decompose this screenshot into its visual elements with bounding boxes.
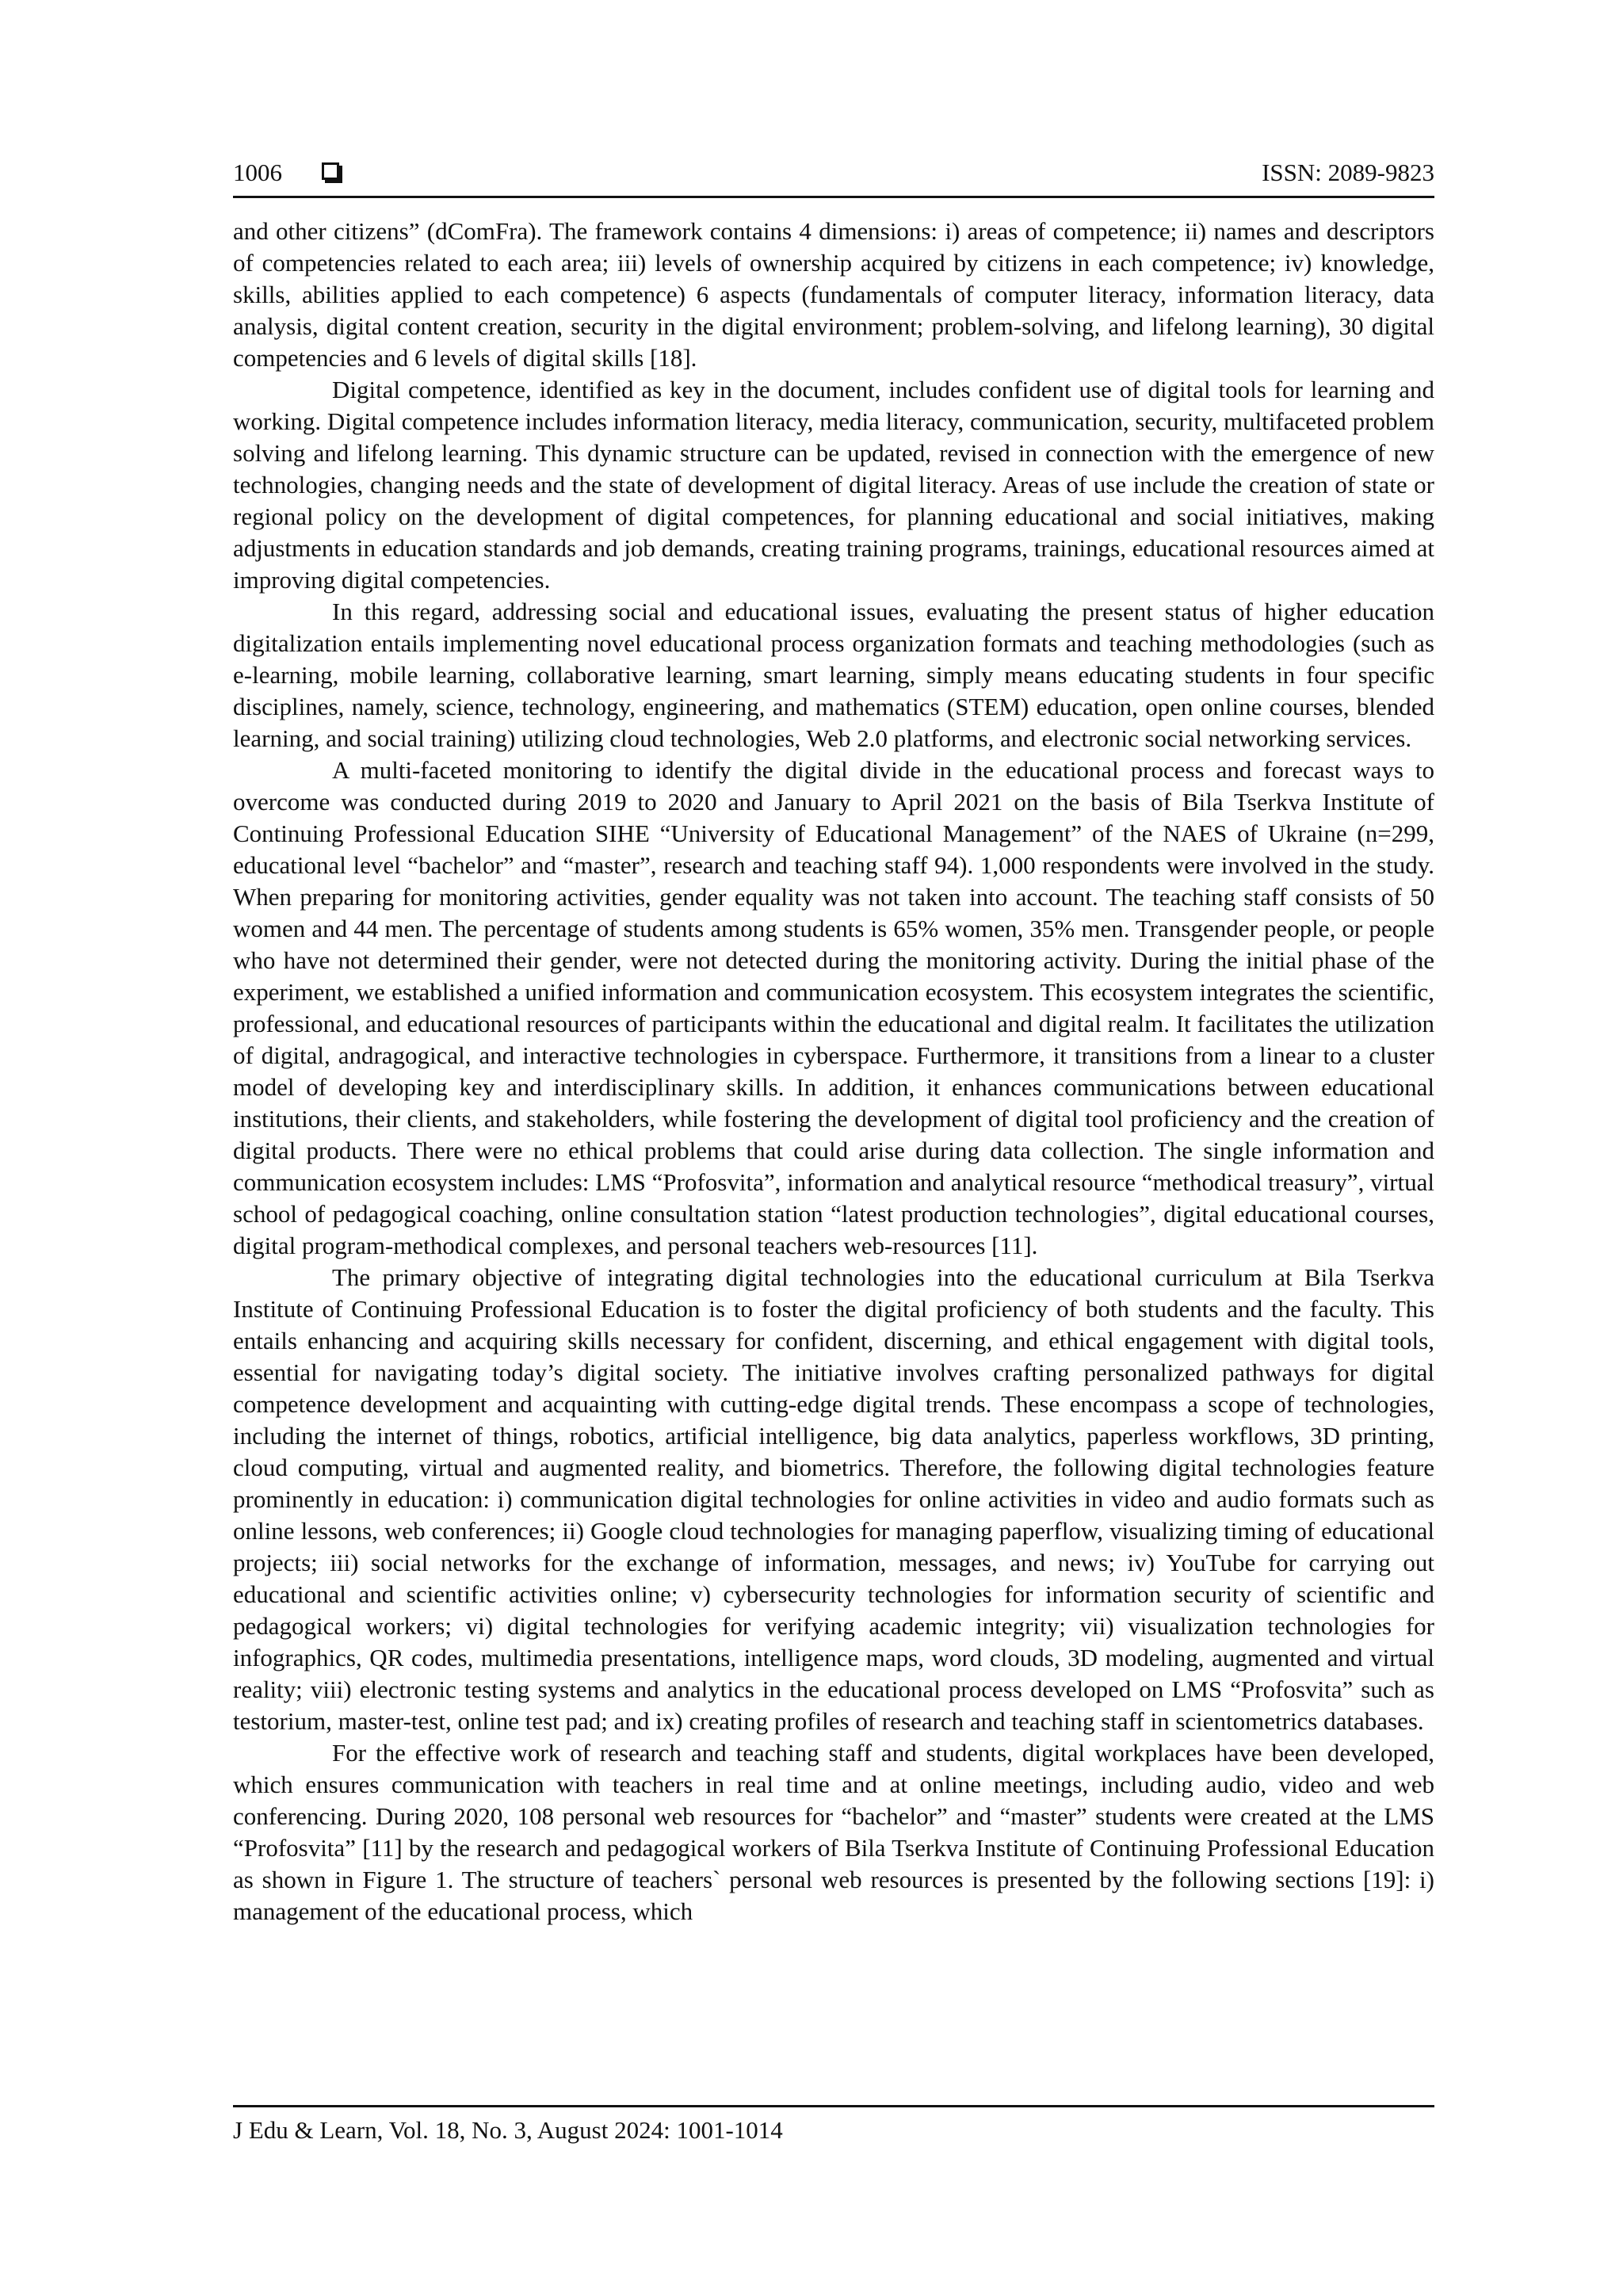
page-number: 1006: [233, 159, 282, 186]
paragraph: The primary objective of integrating digital technologies into the educational curriculum at Bila Tserkva Institute of Continuing Professional Education is to foster the digital proficiency of both students and the faculty. This entails enhancing and acquiring skills necessary for confident, discerning, and ethical engagement with digital tools, essential for navigating today’s digital society. The initiative involves crafting personalized pathways for digital competence development and acquainting with cutting-edge digital trends. These encompass a scope of technologies, including the internet of things, robotics, artificial intelligence, big data analytics, paperless workflows, 3D printing, cloud computing, virtual and augmented reality, and biometrics. Therefore, the following digital technologies feature prominently in education: i) communication digital technologies for online activities in video and audio formats such as online lessons, web conferences; ii) Google cloud technologies for managing paperflow, visualizing timing of educational projects; iii) social networks for the exchange of information, messages, and news; iv) YouTube for carrying out educational and scientific activities online; v) cybersecurity technologies for information security of scientific and pedagogical workers; vi) digital technologies for verifying academic integrity; vii) visualization technologies for infographics, QR codes, multimedia presentations, intelligence maps, word clouds, 3D modeling, augmented and virtual reality; viii) electronic testing systems and analytics in the educational process developed on LMS “Profosvita” such as testorium, master-test, online test pad; and ix) creating profiles of research and teaching staff in scientometrics databases.: [233, 1263, 1434, 1735]
paragraph: A multi-faceted monitoring to identify the digital divide in the educational process and forecast ways to overcome was conducted during 2019 to 2020 and January to April 2021 on the basis of Bila Tserkva Institute of Continuing Professional Education SIHE “University of Educational Management” of the NAES of Ukraine (n=299, educational level “bachelor” and “master”, research and teaching staff 94). 1,000 respondents were involved in the study. When preparing for monitoring activities, gender equality was not taken into account. The teaching staff consists of 50 women and 44 men. The percentage of students among students is 65% women, 35% men. Transgender people, or people who have not determined their gender, were not detected during the monitoring activity. During the initial phase of the experiment, we established a unified information and communication ecosystem. This ecosystem integrates the scientific, professional, and educational resources of participants within the educational and digital realm. It facilitates the utilization of digital, andragogical, and interactive technologies in cyberspace. Furthermore, it transitions from a linear to a cluster model of developing key and interdisciplinary skills. In addition, it enhances communications between educational institutions, their clients, and stakeholders, while fostering the development of digital tool proficiency and the creation of digital products. There were no ethical problems that could arise during data collection. The single information and communication ecosystem includes: LMS “Profosvita”, information and analytical resource “methodical treasury”, virtual school of pedagogical coaching, online consultation station “latest production technologies”, digital educational courses, digital program-methodical complexes, and personal teachers web-resources [11].: [233, 756, 1434, 1259]
paragraph: In this regard, addressing social and educational issues, evaluating the present status of higher education digitalization entails implementing novel educational process organization formats and teaching methodologies (such as e-learning, mobile learning, collaborative learning, smart learning, simply means educating students in four specific disciplines, namely, science, technology, engineering, and mathematics (STEM) education, open online courses, blended learning, and social training) utilizing cloud technologies, Web 2.0 platforms, and electronic social networking services.: [233, 598, 1434, 752]
article-body: [233, 216, 1434, 1927]
paragraph-continuation: and other citizens” (dComFra). The framework contains 4 dimensions: i) areas of competence; ii) names and descriptors of competencies related to each area; iii) levels of ownership acquired by citizens in each competence; iv) knowledge, skills, abilities applied to each competence) 6 aspects (fundamentals of computer literacy, information literacy, data analysis, digital content creation, security in the digital environment; problem-solving, and lifelong learning), 30 digital competencies and 6 levels of digital skills [18].: [233, 217, 1434, 372]
journal-citation-footer: J Edu & Learn, Vol. 18, No. 3, August 2024: 1001-1014: [233, 2116, 783, 2144]
issn-label: ISSN: 2089-9823: [1262, 159, 1434, 186]
header-divider: [233, 196, 1434, 198]
page-header: [233, 155, 1434, 190]
paragraph: Digital competence, identified as key in the document, includes confident use of digital tools for learning and working. Digital competence includes information literacy, media literacy, communication, security, multifaceted problem solving and lifelong learning. This dynamic structure can be updated, revised in connection with the emergence of new technologies, changing needs and the state of development of digital literacy. Areas of use include the creation of state or regional policy on the development of digital competences, for planning educational and social initiatives, making adjustments in education standards and job demands, creating training programs, trainings, educational resources aimed at improving digital competencies.: [233, 376, 1434, 594]
square-box-icon: [322, 162, 339, 180]
footer-divider: [233, 2105, 1434, 2107]
paragraph: For the effective work of research and teaching staff and students, digital workplaces have been developed, which ensures communication with teachers in real time and at online meetings, including audio, video and web conferencing. During 2020, 108 personal web resources for “bachelor” and “master” students were created at the LMS “Profosvita” [11] by the research and pedagogical workers of Bila Tserkva Institute of Continuing Professional Education as shown in Figure 1. The structure of teachers` personal web resources is presented by the following sections [19]: i) management of the educational process, which: [233, 1739, 1434, 1925]
